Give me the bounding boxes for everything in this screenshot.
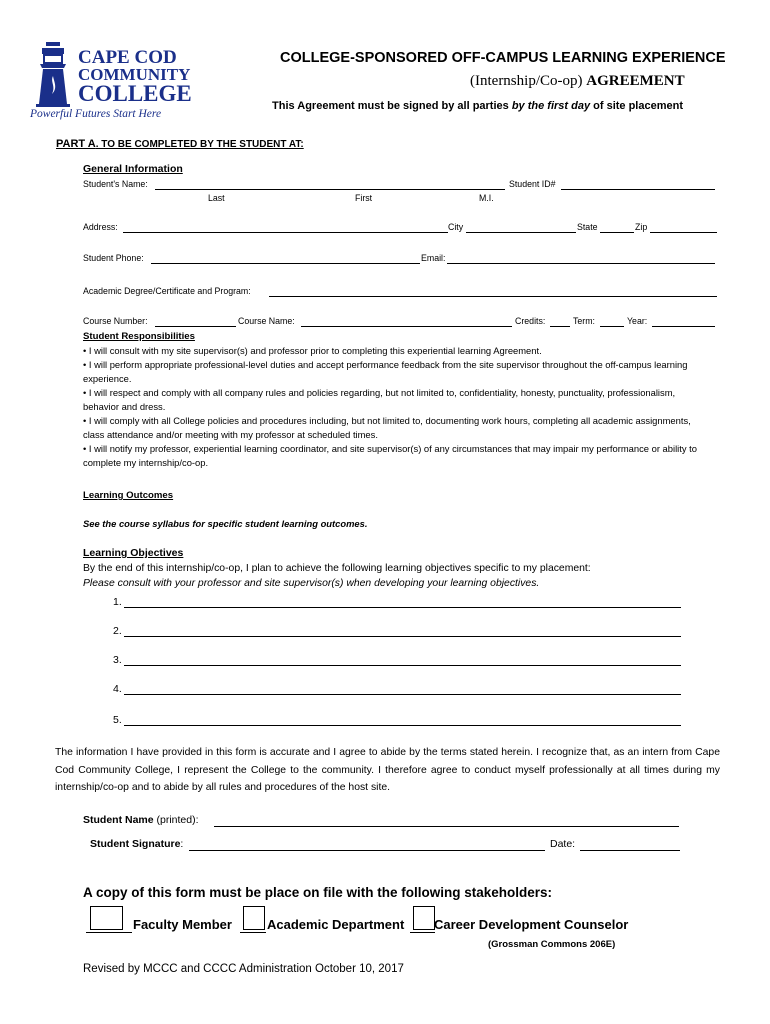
revision-note: Revised by MCCC and CCCC Administration October 10, 2017 [83,963,404,975]
objectives-intro: By the end of this internship/co-op, I plan to achieve the following learning objectives specific to my placement: [83,563,591,574]
middle-initial-caption: M.I. [479,193,494,203]
address-field[interactable] [123,232,448,233]
city-field[interactable] [466,232,576,233]
degree-label: Academic Degree/Certificate and Program: [83,286,251,296]
responsibility-item: • I will consult with my site supervisor(s) and professor prior to completing this experiential learning Agreement. [83,345,542,356]
objective-number: 3. [113,654,122,666]
state-label: State [577,222,598,232]
objective-number: 5. [113,714,122,726]
career-counselor-checkbox[interactable] [413,906,435,930]
general-info-heading: General Information [83,163,183,175]
credits-field[interactable] [550,326,570,327]
phone-field[interactable] [151,263,420,264]
faculty-member-label: Faculty Member [133,917,232,932]
student-name-label: Student's Name: [83,179,148,189]
bullet-icon: • [83,443,89,454]
faculty-member-underline [86,932,132,933]
lighthouse-icon [30,42,76,108]
degree-field[interactable] [269,296,717,297]
logo-line-1: CAPE COD [78,47,177,68]
student-name-printed-label: Student Name (printed): [83,814,199,826]
objective-number: 1. [113,596,122,608]
outcomes-heading: Learning Outcomes [83,490,174,501]
student-signature-label: Student Signature: [90,838,184,850]
responsibility-item: • I will perform appropriate professional-level duties and accept performance feedback from the site supervisor throughout the off-campus learning experience. [83,359,688,384]
faculty-member-checkbox[interactable] [90,906,123,930]
email-label: Email: [421,253,446,263]
phone-label: Student Phone: [83,253,144,263]
bullet-icon: • [83,345,89,356]
academic-department-underline [240,932,266,933]
part-a-heading: PART A. TO BE COMPLETED BY THE STUDENT AT: [56,138,304,150]
credits-label: Credits: [515,316,546,326]
career-office-location: (Grossman Commons 206E) [488,939,616,950]
outcomes-note: See the course syllabus for specific student learning outcomes. [83,518,368,529]
last-name-caption: Last [208,193,225,203]
responsibility-item: • I will comply with all College policies and procedures including, but not limited to, documenting work hours, completing all academic assignments, class attendance and/or meeting with my professor at scheduled times. [83,415,691,440]
page-subtitle [470,73,685,90]
student-signature-field[interactable] [189,850,545,851]
college-logo [30,42,190,122]
email-field[interactable] [447,263,715,264]
address-label: Address: [83,222,118,232]
bullet-icon: • [83,359,89,370]
course-name-label: Course Name: [238,316,295,326]
year-field[interactable] [652,326,715,327]
logo-line-3: COLLEGE [78,81,192,106]
signing-notice: This Agreement must be signed by all parties by the first day of site placement [272,100,683,112]
city-label: City [448,222,464,232]
state-field[interactable] [600,232,634,233]
academic-department-label: Academic Department [267,917,405,932]
logo-tagline: Powerful Futures Start Here [30,108,162,120]
first-name-caption: First [355,193,373,203]
year-label: Year: [627,316,648,326]
term-label: Term: [573,316,595,326]
student-id-field[interactable] [561,189,715,190]
course-name-field[interactable] [301,326,512,327]
bullet-icon: • [83,415,89,426]
career-counselor-label: Career Development Counselor [434,917,629,932]
course-number-label: Course Number: [83,316,148,326]
objective-3-field[interactable] [124,665,681,666]
objectives-heading: Learning Objectives [83,547,184,559]
date-field[interactable] [580,850,680,851]
accuracy-statement: The information I have provided in this form is accurate and I agree to abide by the terms stated herein. I recognize that, as an intern from Cape Cod Community College, I represent the College to the community. I therefore agree to conduct myself professionally at all times during my internship/co-op and to abide by all rules and procedures of the host site. [55,747,720,793]
objective-1-field[interactable] [124,607,681,608]
objective-2-field[interactable] [124,636,681,637]
objectives-consult-note: Please consult with your professor and site supervisor(s) when developing your learning objectives. [83,578,540,589]
term-field[interactable] [600,326,624,327]
responsibility-item: • I will notify my professor, experiential learning coordinator, and site supervisor(s) of any circumstances that may impair my performance or ability to complete my internship/co-op. [83,443,697,468]
date-label: Date: [550,838,576,850]
bullet-icon: • [83,387,89,398]
subtitle-part-1: (Internship/Co-op) [470,73,583,89]
student-id-label: Student ID# [509,179,556,189]
course-number-field[interactable] [155,326,236,327]
subtitle-part-2: AGREEMENT [586,73,685,89]
logo-line-2: COMMUNITY [78,65,191,84]
zip-field[interactable] [650,232,717,233]
academic-department-checkbox[interactable] [243,906,265,930]
stakeholders-heading: A copy of this form must be place on file with the following stakeholders: [83,885,553,900]
objective-number: 2. [113,625,122,637]
student-name-field[interactable] [155,189,505,190]
student-name-printed-field[interactable] [214,826,679,827]
page-title: COLLEGE-SPONSORED OFF-CAMPUS LEARNING EXPERIENCE [280,50,726,66]
career-counselor-underline [410,932,435,933]
responsibilities-heading: Student Responsibilities [83,331,195,342]
objective-5-field[interactable] [124,725,681,726]
responsibilities-list [83,344,703,470]
objective-number: 4. [113,683,122,695]
objective-4-field[interactable] [124,694,681,695]
zip-label: Zip [635,222,648,232]
responsibility-item: • I will respect and comply with all company rules and policies regarding, but not limited to, confidentiality, honesty, punctuality, professionalism, behavior and dress. [83,387,676,412]
